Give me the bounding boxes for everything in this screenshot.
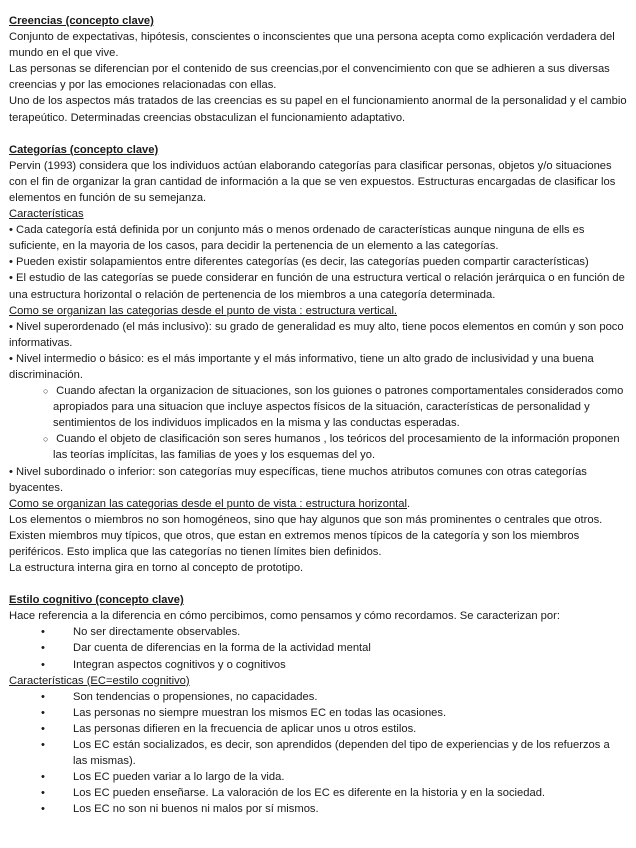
section-creencias [9, 13, 627, 126]
paragraph: Hace referencia a la diferencia en cómo percibimos, como pensamos y cómo recordamos. Se caracterizan por: [9, 610, 560, 623]
list-item: • Cada categoría está definida por un conjunto más o menos ordenado de características aunque ninguna de ells es suficiente, en la mayoria de los casos, para decidir la pertenencia de un elemento a las categorías. [9, 224, 585, 253]
list-item [9, 705, 627, 721]
list-item-text: Integran aspectos cognitivos y o cognitivos [73, 658, 286, 671]
section-estilo-cognitivo [9, 592, 627, 817]
paragraph: Uno de los aspectos más tratados de las creencias es su papel en el funcionamiento anormal de la personalidad y el cambio terapeútico. Determinadas creencias obstaculizan el funcionamiento adaptativo. [9, 95, 627, 124]
bullet-icon: • [41, 722, 45, 735]
bullet-icon: • [41, 706, 45, 719]
list-item-text: Los EC no son ni buenos ni malos por sí mismos. [73, 803, 319, 816]
bullet-icon: • [41, 658, 45, 671]
list-item [9, 737, 627, 769]
section-heading: Categorías (concepto clave) [9, 143, 159, 156]
list-item-text: Los EC pueden variar a lo largo de la vida. [73, 771, 285, 784]
list-item [9, 657, 627, 673]
list-item-text: Las personas no siempre muestran los mismos EC en todas las ocasiones. [73, 706, 447, 719]
sub-list-item [9, 383, 627, 431]
list-item-text: Los EC están socializados, es decir, son aprendidos (dependen del tipo de experiencias y de los refuerzos a las mismas). [73, 739, 610, 768]
section-heading: Estilo cognitivo (concepto clave) [9, 594, 184, 607]
list-item: • Nivel intermedio o básico: es el más importante y el más informativo, tiene un alto grado de inclusividad y una buena discriminación. [9, 352, 594, 381]
period: . [407, 497, 411, 510]
subheading-vertical: Como se organizan las categorias desde el punto de vista : estructura vertical. [9, 304, 398, 317]
list-item-text: Las personas difieren en la frecuencia de aplicar unos u otros estilos. [73, 722, 417, 735]
subheading-caracteristicas: Características [9, 208, 84, 221]
list-item-text: Los EC pueden enseñarse. La valoración de los EC es diferente en la historia y en la sociedad. [73, 787, 546, 800]
paragraph: Pervin (1993) considera que los individuos actúan elaborando categorías para clasificar personas, objetos y/o situaciones con el fin de organizar la gran cantidad de información a la que se ven expuestos. Estructuras encargadas de clasificar los elementos en función de su semejanza. [9, 159, 616, 204]
list-item: • Pueden existir solapamientos entre diferentes categorías (es decir, las categorías pueden compartir características) [9, 256, 589, 269]
bullet-icon: • [41, 642, 45, 655]
bullet-icon: • [41, 803, 45, 816]
section-heading: Creencias (concepto clave) [9, 15, 154, 27]
section-categorias [9, 142, 627, 577]
paragraph: Conjunto de expectativas, hipótesis, conscientes o inconscientes que una persona acepta como explicación verdadera del mundo en el que vive. [9, 31, 615, 60]
list-item [9, 640, 627, 656]
list-item [9, 769, 627, 785]
list-item-text: Son tendencias o propensiones, no capacidades. [73, 690, 318, 703]
list-item [9, 801, 627, 817]
paragraph: Las personas se diferencian por el contenido de sus creencias,por el convencimiento con que se adhieren a sus diversas creencias y por las emociones relacionadas con ellas. [9, 63, 610, 92]
sub-list-text: Cuando el objeto de clasificación son seres humanos , los teóricos del procesamiento de la información proponen las teorías implícitas, las familias de yoes y los esquemas del yo. [53, 433, 620, 462]
list-item [9, 689, 627, 705]
list-item [9, 721, 627, 737]
bullet-icon: • [41, 739, 45, 752]
list-item: • Nivel superordenado (el más inclusivo): su grado de generalidad es muy alto, tiene pocos elementos en común y son poco informativas. [9, 320, 624, 349]
circle-bullet-icon: ○ [43, 386, 49, 397]
sub-list-item [9, 431, 627, 463]
list-item [9, 785, 627, 801]
list-item: • El estudio de las categorías se puede considerar en función de una estructura vertical o relación jerárquica o en función de una estructura horizontal o relación de pertenencia de los miembros a una categoría determinada. [9, 272, 625, 301]
list-item [9, 624, 627, 640]
sub-list-text: Cuando afectan la organizacion de situaciones, son los guiones o patrones comportamentales considerados como apropiados para una situacion que incluye aspectos físicos de la situación, características de personalidad y sentimientos de los individuos implicados en la misma y las conductas esperadas. [53, 385, 624, 430]
bullet-icon: • [41, 690, 45, 703]
list-item: • Nivel subordinado o inferior: son categorías muy específicas, tiene muchos atributos comunes con otras categorías byacentes. [9, 465, 587, 494]
list-item-text: Dar cuenta de diferencias en la forma de la actividad mental [73, 642, 371, 655]
subheading-caracteristicas-ec: Características (EC=estilo cognitivo) [9, 674, 190, 687]
subheading-horizontal-line [9, 496, 627, 512]
bullet-icon: • [41, 626, 45, 639]
paragraph: Los elementos o miembros no son homogéneos, sino que hay algunos que son más prominentes o centrales que otros. Existen miembros muy típicos, que otros, que estan en extremos menos típicos de la categoría y son los miembros periféricos. Esto implica que las categorías no tienen límites bien definidos. [9, 513, 603, 558]
paragraph: La estructura interna gira en torno al concepto de prototipo. [9, 562, 304, 575]
bullet-icon: • [41, 771, 45, 784]
list-item-text: No ser directamente observables. [73, 626, 241, 639]
circle-bullet-icon: ○ [43, 434, 49, 445]
subheading-horizontal: Como se organizan las categorias desde el punto de vista : estructura horizontal [9, 497, 408, 510]
bullet-icon: • [41, 787, 45, 800]
